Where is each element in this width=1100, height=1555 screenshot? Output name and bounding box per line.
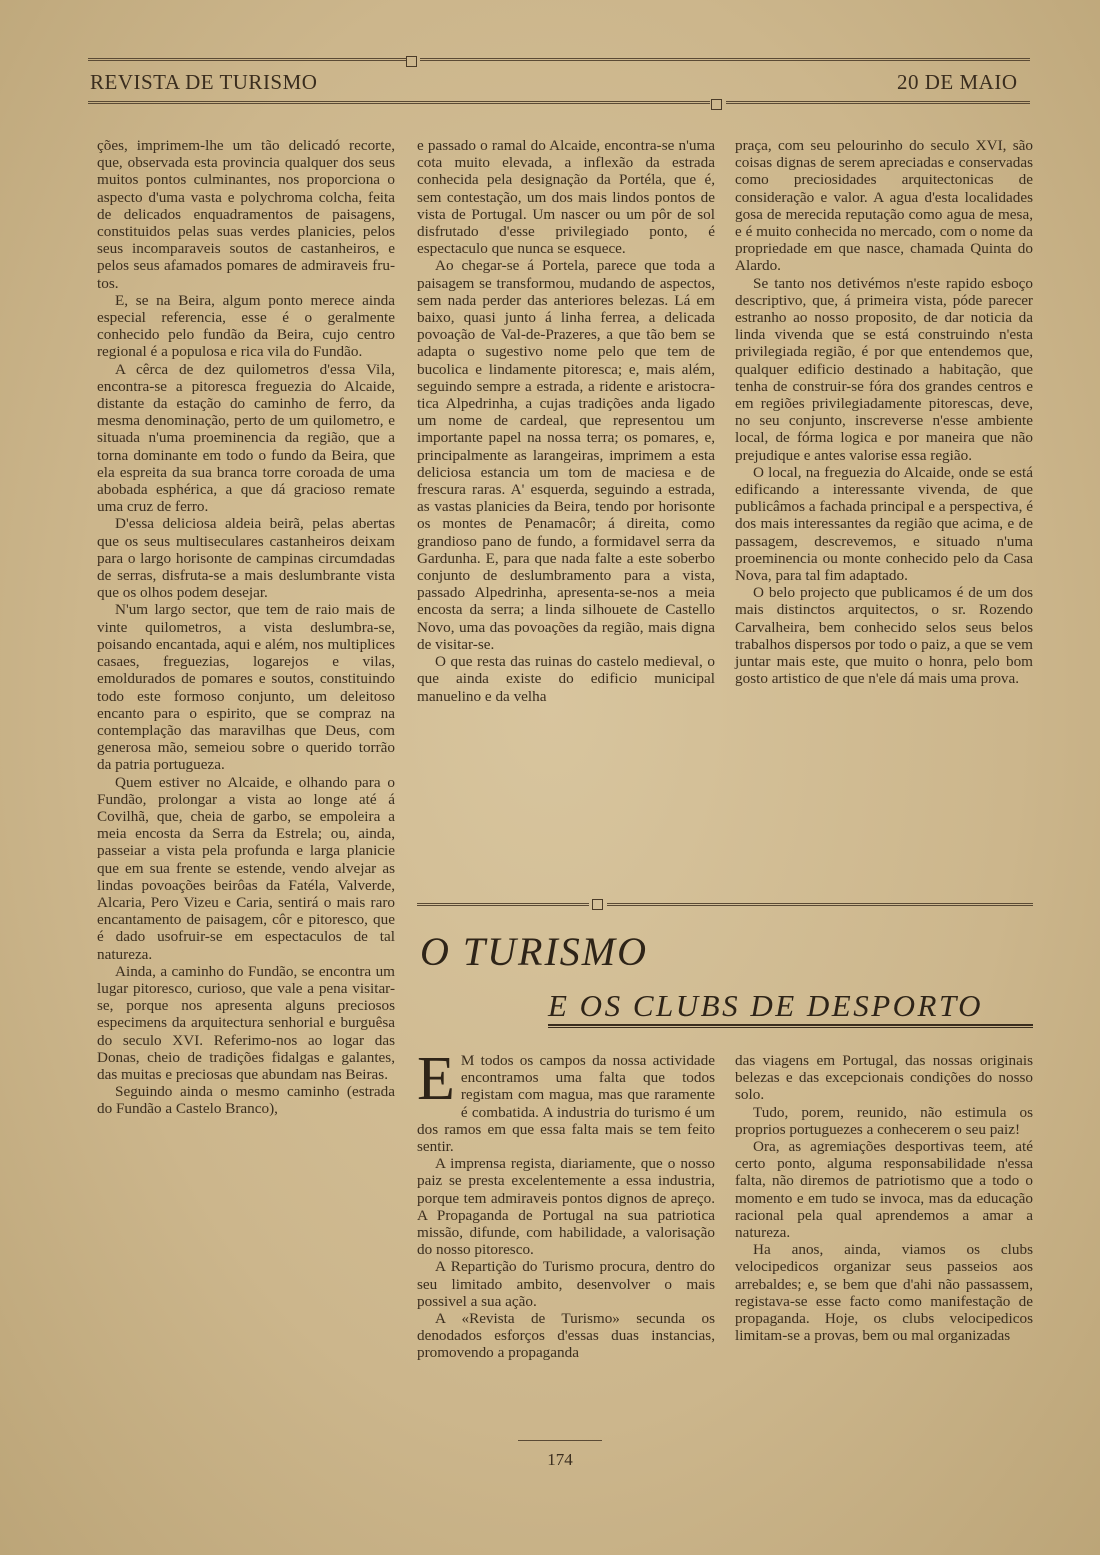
article-title-underline [548, 1024, 1033, 1026]
article-ornament [592, 899, 603, 910]
column-1 [97, 137, 395, 1118]
header-rule-bottom-right [726, 101, 1030, 104]
col2-paragraph: e passado o ramal do Alcaide, encontra-se n'uma cota muito elevada, a inflexão da estrada conhecida pela designação da Portéla, que é, sem contestação, um dos mais lindos pontos de vista de Portugal. Um nascer ou um pôr de sol disfrutado d'esse privilegiado ponto, é espectaculo que nunca se esquece. [417, 137, 715, 258]
col1-paragraph: A cêrca de dez quilometros d'essa Vila, encontra-se a pitoresca freguezia do Alcaide, distante da estação do caminho de ferro, da mesma denominação, perto de um quilometro, e situada n'uma proeminencia da região, que a torna dominante em todo o fundo da Beira, que ela espreita da sua branca torre coroada de uma abobada esphérica, a que dá gracioso remate uma cruz de ferro. [97, 360, 395, 516]
article-rule-right [607, 903, 1033, 906]
col1-paragraph: E, se na Beira, algum ponto merece ainda especial referencia, esse é o geralmente conhecido pelo fundão da Beira, cujo centro regional é a populosa e rica vila do Fundão. [97, 291, 395, 361]
col1-paragraph: N'um largo sector, que tem de raio mais de vinte quilometros, a vista deslumbra-se, poisando encantada, aqui e além, nos multiplices casaes, freguezias, logarejos e vilas, emoldurados de pomares e soutos, constituindo todo este formoso conjunto, um deleitoso encanto para o espirito, que se compraz na contemplação das maravilhas que Deus, com generosa mão, semeiou sobre o querido torrão da patria portugueza. [97, 601, 395, 774]
header-title: REVISTA DE TURISMO [90, 70, 318, 94]
col1-paragraph: Ainda, a caminho do Fundão, se encontra um lugar pitoresco, curioso, que vale a pena visitar-se, porque nos apresenta alguns preciosos especimens da arquitectura senhorial e burguêsa do seculo XVI. Referimo-nos ao logar das Donas, cheio de tradições fidalgas e galantes, das muitas e preciosas que abundam nas Beiras. [97, 962, 395, 1083]
header-rule-top-right [420, 58, 1030, 61]
column-2 [417, 137, 715, 705]
article-col-b-paragraph: Ha anos, ainda, viamos os clubs velocipedicos organizar seus passeios aos arrebaldes; e, se bem que d'ahi não passassem, registava-se esse facto como manifestação de propaganda. Hoje, os clubs velocipedicos limitam-se a provas, bem ou mal organizadas [735, 1241, 1033, 1345]
article-col-a-paragraph [417, 1045, 715, 1156]
article-rule-left [417, 903, 589, 906]
col1-paragraph: Seguindo ainda o mesmo caminho (estrada do Fundão a Castelo Branco), [97, 1083, 395, 1118]
article-title-rule [548, 1027, 1033, 1028]
article-column-b [735, 1052, 1033, 1344]
col3-paragraph: O local, na freguezia do Alcaide, onde se está edificando a interessante vivenda, de que publicâmos a fachada principal e a perspectiva, é dos mais interessantes da região que acima, e de passagem, descrevemos, e situado n'uma proeminencia ou monte conhecido pelo da Casa Nova, para tal fim adaptado. [735, 463, 1033, 585]
article-col-b-paragraph: das viagens em Portugal, das nossas originais belezas e das excepcionais condições do nosso solo. [735, 1052, 1033, 1104]
article-title-line-2: E OS CLUBS DE DESPORTO [548, 988, 984, 1023]
article-col-b-paragraph: Tudo, porem, reunido, não estimula os proprios portuguezes a conhecerem o seu paiz! [735, 1103, 1033, 1138]
article-col-a-paragraph: A «Revista de Turismo» secunda os denodados esforços d'essas duas instancias, promovendo a propaganda [417, 1310, 715, 1362]
column-3 [735, 137, 1033, 688]
col3-paragraph: Se tanto nos detivémos n'este rapido esboço descriptivo, que, á primeira vista, póde parecer estranho ao nosso proposito, de dar noticia da linda vivenda que se está construindo n'esta privilegiada região, é por que entendemos que, qualquer edificio destinado a habitação, que tenha de construir-se fóra dos grandes centros e em regiões privilegiadamente pitorescas, deve, no seu conjunto, inscreverse n'esse ambiente local, de fórma logica e por maneira que não prejudique e antes valorise essa região. [735, 274, 1033, 464]
col1-paragraph: ções, imprimem-lhe um tão delicadó recorte, que, observada esta provincia qualquer dos seus muitos pontos culminantes, nos proporciona o aspecto d'uma vasta e polychroma colcha, feita de delicados enquadramentos de paisagens, constituidos pelas suas verdes planicies, pelos seus incomparaveis soutos de castanheiros, e pelos seus afamados pomares de admiraveis frutos. [97, 137, 395, 292]
col2-paragraph: Ao chegar-se á Portela, parece que toda a paisagem se transformou, mudando de aspectos, sem nada perder das anteriores belezas. Lá em baixo, quasi junto á linha ferrea, a delicada povoação de Val-de-Prazeres, a que tão bem se adapta o sugestivo nome pelo que tem de bucolica e lindamente pitoresca; e, mais além, seguindo sempre a estrada, a ridente e aristocratica Alpedrinha, a cujas tradições anda ligado um nome de cardeal, que representou um importante papel na nossa terra; os pomares, e, principalmente as larangeiras, imprimem a esta deliciosa estancia um tom de maciesa e de frescura raras. A' esquerda, seguindo a estrada, as vastas planicies da Beira, tendo por horisonte os montes de Penamacôr; á direita, como grandioso pano de fundo, a formidavel serra da Gardunha. E, para que nada falte a este soberbo conjunto de deslumbramento para a vista, passado Alpedrinha, apresenta-se-nos a meia encosta da serra; a linda silhouete de Castello Novo, uma das povoações da região, mais digna de visitar-se. [417, 257, 715, 653]
article-column-a [417, 1045, 715, 1362]
header-ornament-top [406, 56, 417, 67]
drop-cap: E [417, 1045, 455, 1113]
col3-paragraph: praça, com seu pelourinho do seculo XVI, são coisas dignas de serem apreciadas e conservadas como preciosidades arquitectonicas de consideração e valor. A agua d'esta localidades gosa de merecida reputação como agua de mesa, e é muito conhecida no mercado, com o nome da propriedade em que nasce, chamada Quinta do Alardo. [735, 137, 1033, 275]
header-ornament-bottom [711, 99, 722, 110]
col1-paragraph: D'essa deliciosa aldeia beirã, pelas abertas que os seus multiseculares castanheiros deixam para o largo horisonte de campinas circumdadas de serras, disfruta-se a mais deslumbrante vista que os olhos podem desejar. [97, 515, 395, 602]
article-col-a-paragraph: A imprensa regista, diariamente, que o nosso paiz se presta excelentemente a essa industria, porque tem admiraveis pontos dignos de apreço. A Propaganda de Portugal na sua patriotica missão, difunde, com habilidade, a valorisação do nosso pitoresco. [417, 1155, 715, 1259]
header-rule-top-left [88, 58, 406, 61]
footer-rule [518, 1440, 602, 1441]
header-rule-bottom-left [88, 101, 710, 104]
header-date: 20 DE MAIO [897, 70, 1018, 94]
col1-paragraph: Quem estiver no Alcaide, e olhando para o Fundão, prolongar a vista ao longe até á Covilhã, que, cheia de garbo, se empoleira a meia encosta da Serra da Estrela; ou, ainda, passeiar a vista pela profunda e larga planicie que em sua frente se estende, vendo alvejar as lindas povoações beirôas da Fatéla, Valverde, Alcaria, Pero Vizeu e Caria, sentirá o mais raro encantamento de paisagem, côr e pitoresco, que é dado usofruir-se em espectaculos de tal natureza. [97, 773, 395, 963]
page-number: 174 [547, 1450, 573, 1469]
article-col-a-first-text: M todos os campos da nossa actividade encontramos uma falta que todos registam com magua, mas que raramente é combatida. A industria do turismo é um dos ramos em que essa falta mais se tem feito sentir. [417, 1052, 715, 1156]
article-title-line-1: O TURISMO [420, 929, 648, 974]
article-col-a-paragraph: A Repartição do Turismo procura, dentro do seu limitado ambito, desenvolver o mais possivel a sua ação. [417, 1258, 715, 1310]
col3-paragraph: O belo projecto que publicamos é de um dos mais distinctos arquitectos, o sr. Rozendo Carvalheira, bem conhecido selos seus belos trabalhos dispersos por todo o paiz, a que se vem juntar mais este, que muito o honra, pelo bom gosto artistico de que n'ele dá mais uma prova. [735, 584, 1033, 688]
col2-paragraph: O que resta das ruinas do castelo medieval, o que ainda existe do edificio municipal manuelino e da velha [417, 653, 715, 705]
article-col-b-paragraph: Ora, as agremiações desportivas teem, até certo ponto, alguma responsabilidade n'essa falta, não diremos de patriotismo que a todo o momento e em tudo se invoca, mas da educação racional pela qual aprendemos a amar a natureza. [735, 1138, 1033, 1242]
